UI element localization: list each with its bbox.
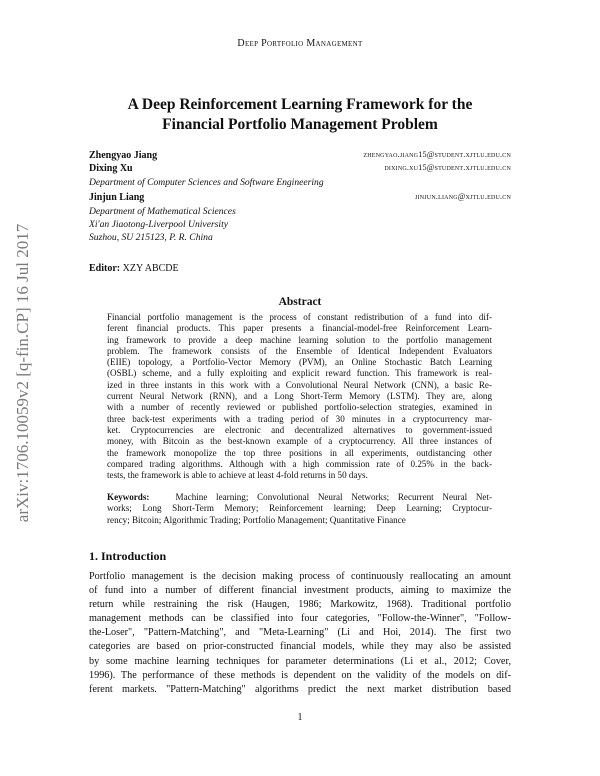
author-name: Dixing Xu [89,163,133,174]
body-line: 1996). The performance of these methods is dependent on the validity of the models on dif- [89,669,511,681]
author-email[interactable]: jinjun.liang@xjtlu.edu.cn [414,192,511,201]
editor-label: Editor: [89,263,121,274]
editor-value: XZY ABCDE [122,263,179,274]
body-line: Portfolio management is the decision making process of continuously reallocating an amount [89,571,511,582]
body-line: management methods can be classified into four categories, "Follow-the-Winner", "Follow- [89,613,511,625]
abstract-line: (EIIE) topology, a Portfolio-Vector Memory (PVM), an Online Stochastic Batch Learning [107,357,492,368]
abstract-line: compared trading algorithms. Although with a high commission rate of 0.25% in the back- [107,458,492,469]
abstract-line: money, with Bitcoin as the best-known example of a cryptocurrency. All three instances of [107,436,492,447]
author-email[interactable]: zhengyao.jiang15@student.xjtlu.edu.cn [363,150,511,159]
abstract-line: tests, the framework is able to achieve at least 4-fold returns in 50 days. [107,470,368,481]
running-head: Deep Portfolio Management [237,38,363,49]
arxiv-identifier [6,180,40,565]
title-line: Financial Portfolio Management Problem [162,116,438,133]
author-name: Jinjun Liang [89,192,145,203]
keywords-line: rency; Bitcoin; Algorithmic Trading; Portfolio Management; Quantitative Finance [107,514,406,525]
page-number: 1 [297,712,303,723]
abstract-line: the framework monopolize the top three positions in all experiments, outdistancing other [107,447,492,458]
author-name: Zhengyao Jiang [89,150,158,161]
affiliation: Xi'an Jiaotong-Liverpool University [89,219,229,230]
abstract-line: problem. The framework consists of the Ensemble of Identical Independent Evaluators [107,345,492,356]
keywords-block [107,492,492,526]
abstract-line: Financial portfolio management is the process of constant redistribution of a fund into dif- [107,312,492,322]
editor-line [89,263,179,274]
body-line: by some machine learning techniques for parameter determinations (Li et al., 2012; Cover, [89,655,511,667]
paper-title [80,95,520,135]
keywords-label: Keywords: [107,492,150,502]
introduction-body [89,570,511,697]
author-block-1 [89,150,511,189]
section-heading: 1. Introduction [89,549,167,563]
abstract-line: ing framework to provide a deep machine learning solution to the portfolio management [107,334,492,345]
affiliation: Suzhou, SU 215123, P. R. China [89,232,213,243]
author-row [89,150,511,163]
abstract-line: (OSBL) scheme, and a fully exploiting and explicit reward function. This framework is real- [107,368,492,379]
abstract-line: with a number of recently reviewed or published portfolio-selection strategies, examined in [107,402,492,413]
affiliation: Department of Mathematical Sciences [89,206,236,217]
body-line: return while restraining the risk (Haugen, 1986; Markowitz, 1968). Traditional portfolio [89,599,511,611]
title-line: A Deep Reinforcement Learning Framework for the [127,96,473,113]
author-row [89,163,511,176]
keywords-line [107,492,492,503]
body-line: of fund into a number of different financial investment products, aiming to maximize the [89,585,511,597]
abstract-heading: Abstract [278,296,322,308]
abstract-line: three back-test experiments with a trading period of 30 minutes in a cryptocurrency mar- [107,413,492,424]
body-line: categories are based on prior-constructed financial models, while they may also be assisted [89,641,511,653]
author-row [89,192,511,205]
keywords-line: works; Long Short-Term Memory; Reinforcement learning; Deep Learning; Cryptocur- [107,503,492,514]
abstract-line: ket. Cryptocurrencies are electronic and decentralized alternatives to government-issued [107,424,492,435]
abstract-line: ized in three instants in this work with a Convolutional Neural Network (CNN), a basic Re- [107,379,492,390]
author-email[interactable]: dixing.xu15@student.xjtlu.edu.cn [384,163,511,172]
body-line: the-Loser", "Pattern-Matching", and "Meta-Learning" (Li and Hoi, 2014). The first two [89,627,511,639]
abstract-line: current Neural Network (RNN), and a Long Short-Term Memory (LSTM). They are, along [107,391,492,402]
body-line: ferent markets. "Pattern-Matching" algorithms predict the next market distribution based [89,683,511,695]
affiliation: Department of Computer Sciences and Software Engineering [89,177,324,188]
abstract-body [107,312,492,481]
keywords-text: Machine learning; Convolutional Neural Networks; Recurrent Neural Net- [175,492,492,502]
arxiv-identifier-text: arXiv:1706.10059v2 [q-fin.CP] 16 Jul 2017 [13,223,32,522]
author-block-2 [89,192,511,244]
abstract-line: ferent financial products. This paper presents a financial-model-free Reinforcement Learn- [107,323,492,334]
